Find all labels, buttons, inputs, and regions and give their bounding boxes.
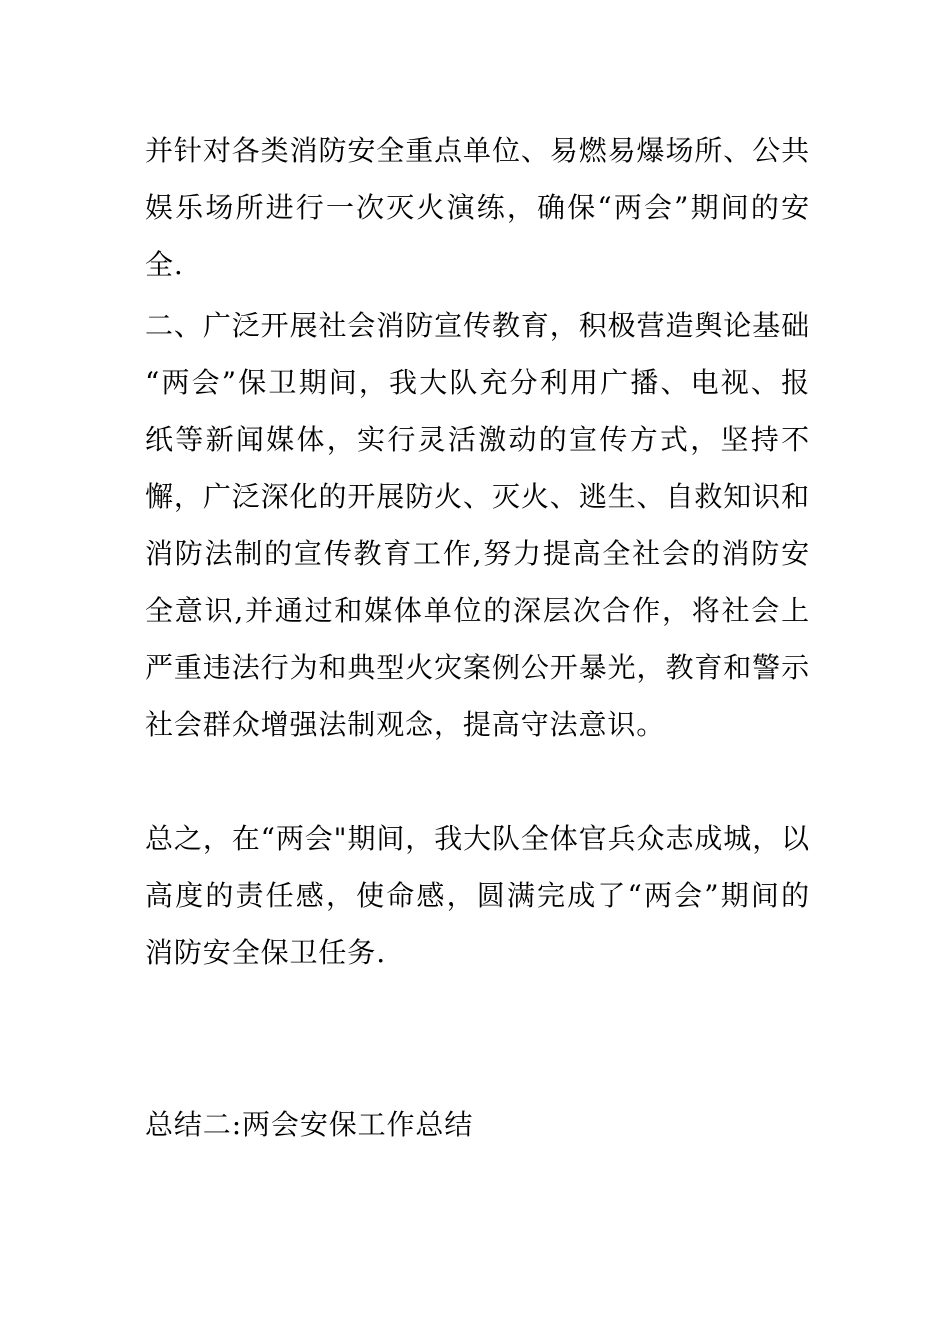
paragraph-conclusion: 总之，在“两会"期间，我大队全体官兵众志成城，以高度的责任感，使命感，圆满完成了“两会”期间的消防安全保卫任务. bbox=[145, 822, 810, 969]
section-heading-summary-two: 总结二:两会安保工作总结 bbox=[145, 1108, 474, 1141]
paragraph-publicity-education: 二、广泛开展社会消防宣传教育，积极营造舆论基础 “两会”保卫期间，我大队充分利用广播、电视、报纸等新闻媒体，实行灵活激动的宣传方式，坚持不懈，广泛深化的开展防火、灭火、逃生、自救知识和消防法制的宣传教育工作,努力提高全社会的消防安全意识,并通过和媒体单位的深层次合作，将社会上严重违法行为和典型火灾案例公开暴光，教育和警示社会群众增强法制观念，提高守法意识。 bbox=[145, 309, 810, 741]
paragraph-drill-safety: 并针对各类消防安全重点单位、易燃易爆场所、公共娱乐场所进行一次灭火演练，确保“两会”期间的安全. bbox=[145, 134, 810, 281]
